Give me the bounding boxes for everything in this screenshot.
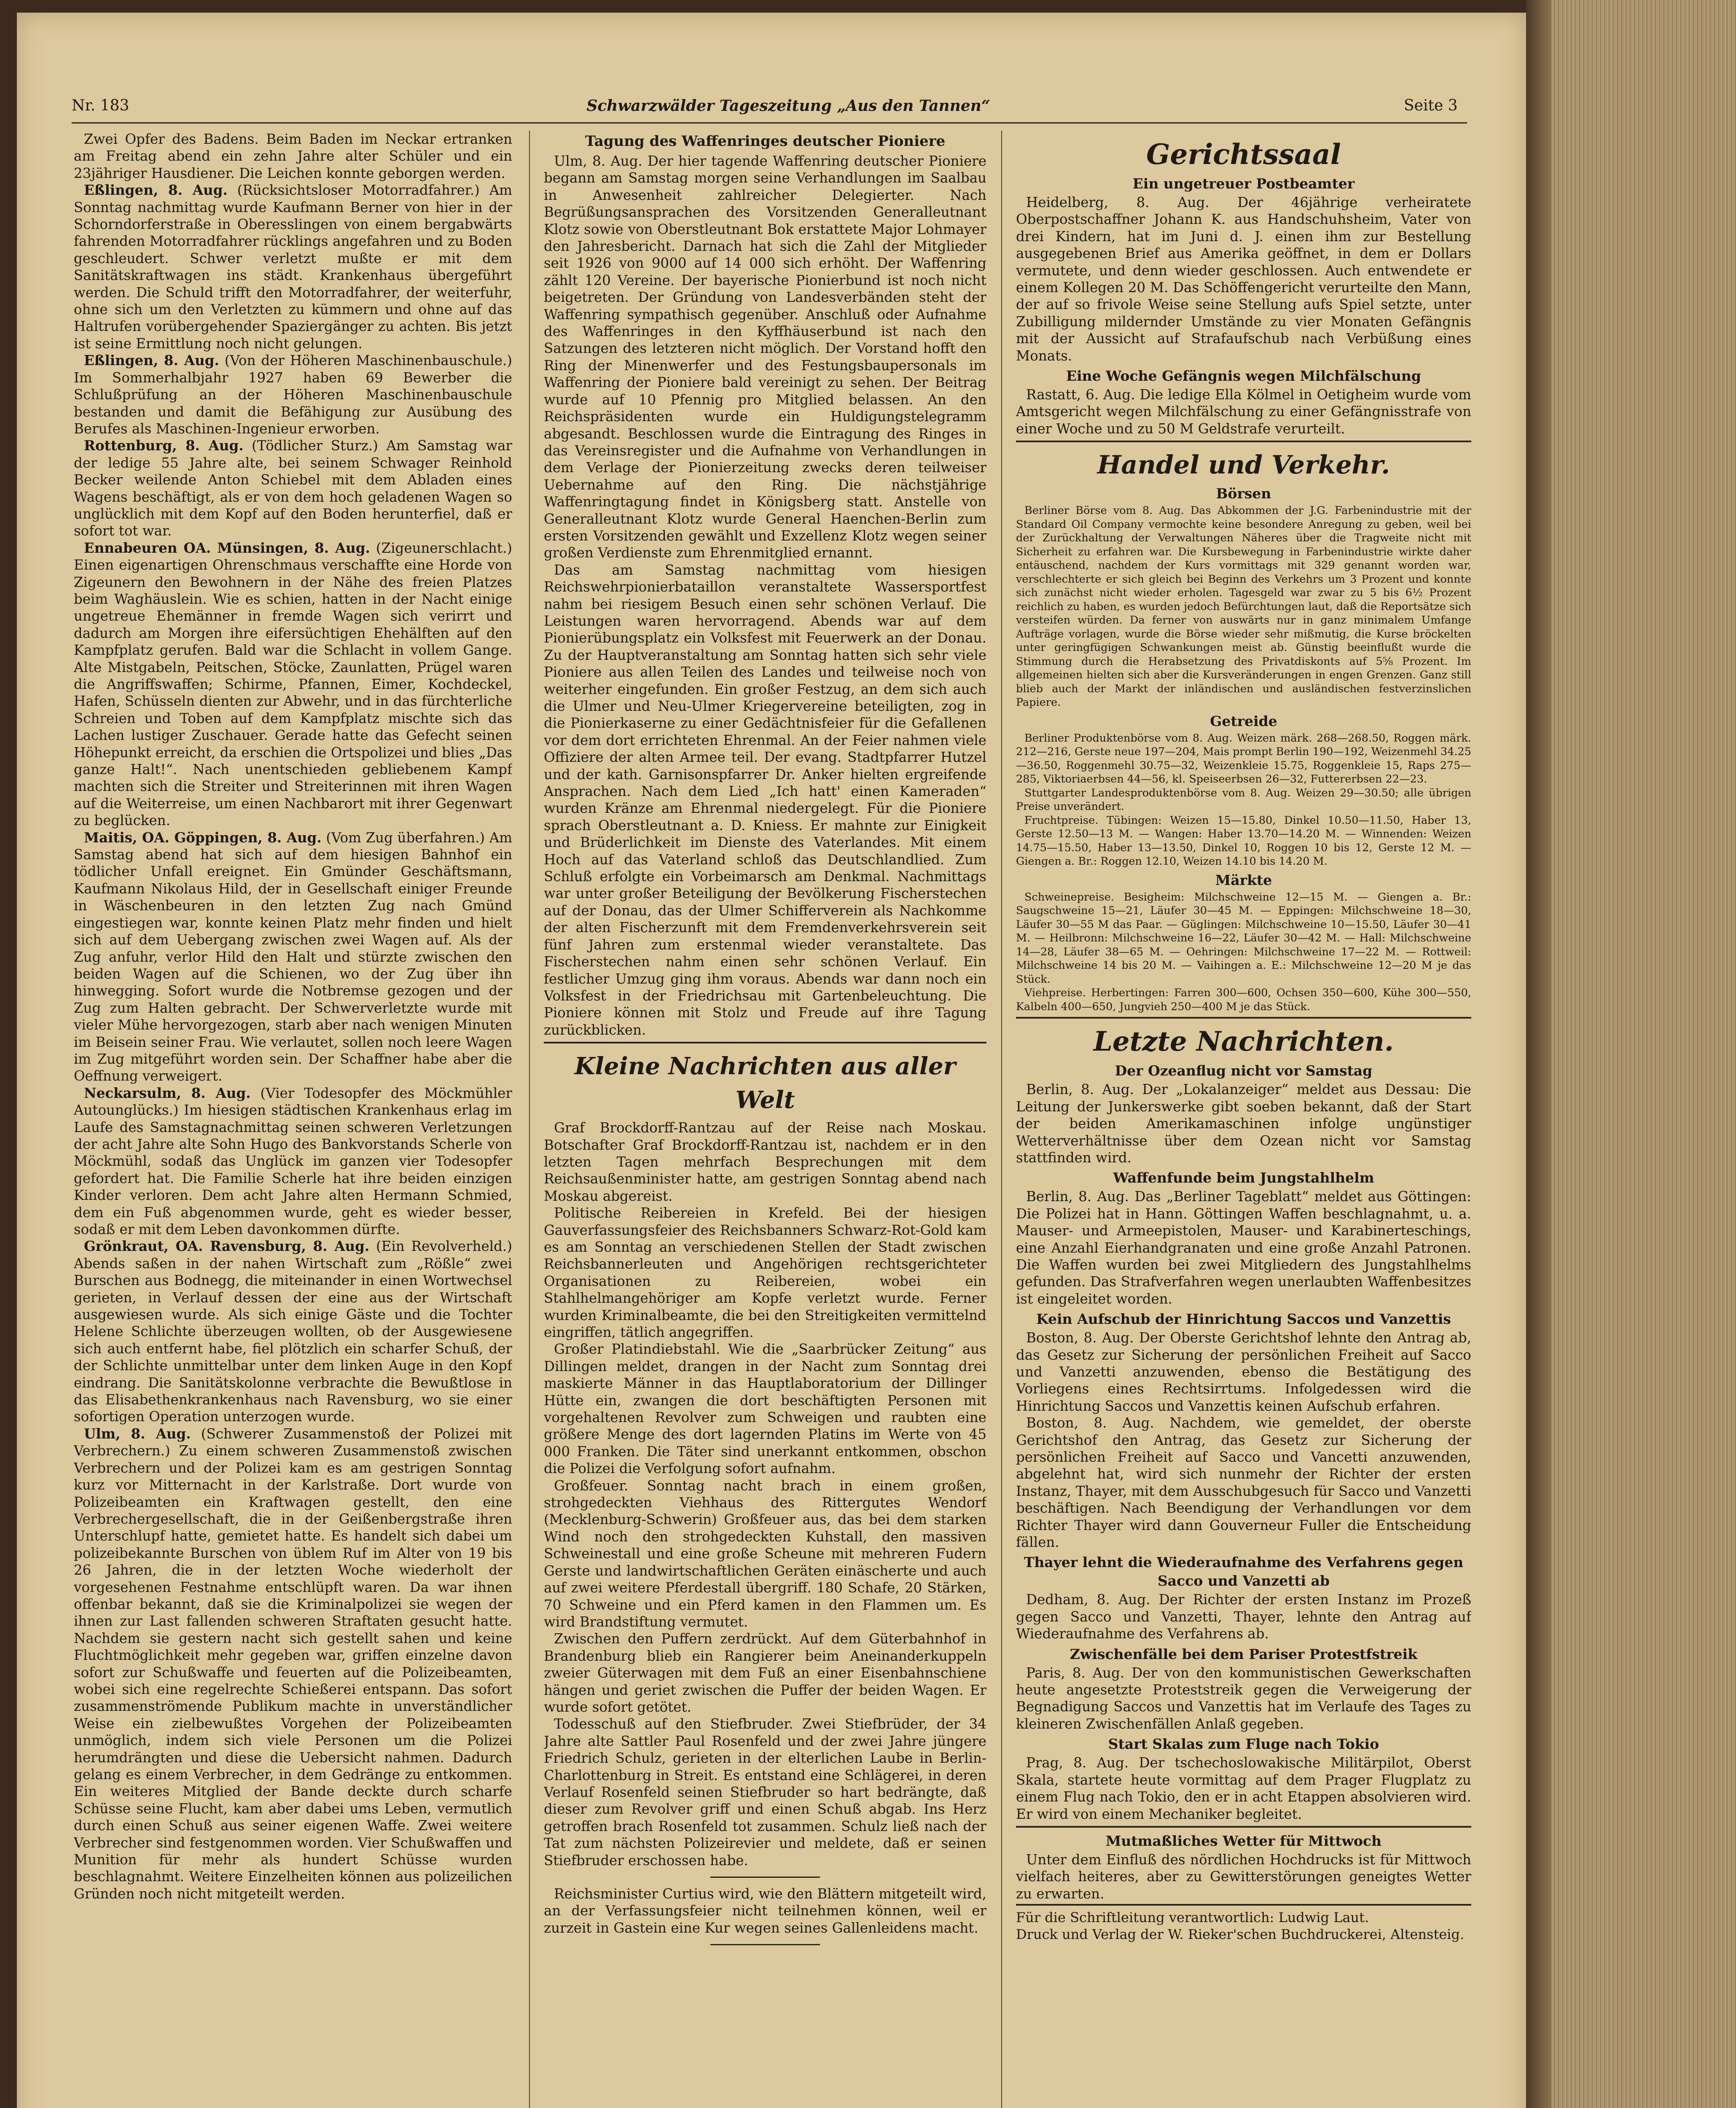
column-local-news [74, 131, 512, 2108]
kleine-item: Großfeuer. Sonntag nacht brach in einem großen, strohgedeckten Viehhaus des Rittergutes Wendorf (Mecklenburg-Schwerin) Großfeuer aus, das bei dem starken Wind noch den strohgedeckten Kuhstall, den massiven Schweinestall und eine große Scheune mit mehreren Fudern Gerste und landwirtschaftlichen Geräten einäscherte und auch auf zwei weitere Pferdestall übergriff. 180 Schafe, 20 Stärken, 70 Schweine und ein Pferd kamen in den Flammen um. Es wird Brandstiftung vermutet. [544, 1477, 986, 1630]
gericht-item: Rastatt, 6. Aug. Die ledige Ella Kölmel in Oetigheim wurde vom Amtsgericht wegen Milchfälschung zu einer Gefängnisstrafe von einer Woche und zu 50 M Geldstrafe verurteilt. [1016, 387, 1471, 437]
kleine-item: Zwischen den Puffern zerdrückt. Auf dem Güterbahnhof in Brandenburg blieb ein Rangierer beim Aneinanderkuppeln zweier Güterwagen mit dem Fuß an einer Eisenbahnschiene hängen und geriet zwischen die Puffer der beiden Wagen. Er wurde sofort getötet. [544, 1631, 986, 1715]
letzte-item: Boston, 8. Aug. Nachdem, wie gemeldet, der oberste Gerichtshof den Antrag, das Gesetz zur Sicherung der persönlichen Freiheit auf Sacco und Vancetti anzuwenden, abgelehnt hat, wird sich nunmehr der Richter der ersten Instanz, Thayer, mit dem Ausschubgesuch für Sacco und Vanzetti beschäftigen. Nach Beendigung der Verhandlungen vor dem Richter Thayer wird dann Gouverneur Fuller die Entscheidung fällen. [1016, 1415, 1471, 1551]
letzte-subhead: Der Ozeanflug nicht vor Samstag [1115, 1062, 1373, 1079]
gericht-item: Heidelberg, 8. Aug. Der 46jährige verheiratete Oberpostschaffner Johann K. aus Handschuhsheim, Vater von drei Kindern, hat im Juni d. J. einen ihm zur Bestellung ausgegebenen Brief aus Amerika geöffnet, in dem er Dollars vermutete, und denn wieder geschlossen. Auch entwendete er einem Kollegen 20 M. Das Schöffengericht verurteilte den Mann, der auf so frivole Weise seine Stellung aufs Spiel setzte, unter Zubilligung mildernder Umstände zu vier Monaten Gefängnis mit der Aussicht auf Strafaufschub nach Verbüßung eines Monats. [1016, 194, 1471, 364]
letzte-subhead: Thayer lehnt die Wiederaufnahme des Verfahrens gegen Sacco und Vanzetti ab [1024, 1554, 1464, 1589]
letzte-item: Boston, 8. Aug. Der Oberste Gerichtshof lehnte den Antrag ab, das Gesetz zur Sicherung der persönlichen Freiheit auf Sacco und Vanzetti anzuwenden, ebenso die Bestätigung des Vorliegens eines Rechtsirrtums. Infolgedessen wird die Hinrichtung Saccos und Vanzettis keinen Aufschub erfahren. [1016, 1330, 1471, 1414]
article-rottenburg: Rottenburg, 8. Aug. (Tödlicher Sturz.) Am Samstag war der ledige 55 Jahre alte, bei seinem Schwager Reinhold Becker weilende Anton Schiebel mit dem Abladen eines Wagens beschäftigt, als er von dem hoch geladenen Wagen so unglücklich mit dem Kopf auf den Boden herunterfiel, daß er sofort tot war. [74, 437, 512, 539]
weather-box [1016, 1826, 1471, 1906]
getreide-subhead: Getreide [1210, 713, 1277, 729]
editor-credit: Für die Schriftleitung verantwortlich: Ludwig Laut. [1016, 1909, 1369, 1926]
section-rule [1016, 441, 1471, 442]
kleine-item: Graf Brockdorff-Rantzau auf der Reise nach Moskau. Botschafter Graf Brockdorff-Rantzau ist, nachdem er in den letzten Tagen mehrfach Besprechungen mit dem Reichsaußenminister hatte, am gestrigen Sonntag abend nach Moskau abgereist. [544, 1120, 986, 1204]
article-ulm-polizei: Ulm, 8. Aug. (Schwerer Zusammenstoß der Polizei mit Verbrechern.) Zu einem schweren Zusammenstoß zwischen Verbrechern und der Polizei kam es am gestrigen Sonntag kurz vor Mitternacht in der Karlstraße. Dort wurde von Polizeibeamten ein Kraftwagen gestellt, den eine Verbrechergesellschaft, die in der Geißenbergstraße ihren Unterschlupf hatte, gemietet hatte. Es handelt sich dabei um polizeibekannte Burschen von üblem Ruf im Alter von 19 bis 26 Jahren, die in der letzten Woche wiederholt der vorgesehenen Festnahme entschlüpft waren. Da war ihnen offenbar bekannt, daß sie die Kriminalpolizei sie wegen der ihnen zur Last fallenden schweren Straftaten gesucht hatte. Nachdem sie gestern nacht sich gestellt sahen und keine Fluchtmöglichkeit mehr gegeben war, griffen einzelne davon sofort zur Schußwaffe und feuerten auf die Polizeibeamten, wobei sich eine regelrechte Schießerei entspann. Das sofort zusammenströmende Publikum machte in unverständlicher Weise ein zielbewußtes Vorgehen der Polizeibeamten unmöglich, indem sich viele Personen um die Polizei herumdrängten und diese die Uebersicht nahmen. Dadurch gelang es einem Verbrecher, in dem Gedränge zu entkommen. Ein weiteres Mitglied der Bande deckte durch scharfe Schüsse seine Flucht, kam aber dabei ums Leben, vermutlich durch einen Schuß aus seiner eigenen Waffe. Zwei weitere Verbrecher sind festgenommen worden. Vier Schußwaffen und Munition für mehr als hundert Schüsse wurden beschlagnahmt. Weitere Einzelheiten können aus polizeilichen Gründen noch nicht mitgeteilt werden. [74, 1425, 512, 1902]
letzte-subhead: Kein Aufschub der Hinrichtung Saccos und Vanzettis [1036, 1311, 1451, 1328]
article-esslingen-motorrad: Eßlingen, 8. Aug. (Rücksichtsloser Motorradfahrer.) Am Sonntag nachmittag wurde Kaufmann Berner von hier in der Schorndorferstraße in Oberesslingen von einem bergabwärts fahrenden Motorradfahrer rücklings angefahren und zu Boden geschleudert. Schwer verletzt mußte er mit dem Sanitätskraftwagen ins städt. Krankenhaus übergeführt werden. Die Schuld trifft den Motorradfahrer, der weiterfuhr, ohne sich um den Verletzten zu kümmern und ohne auf das Haltrufen vorübergehender Spaziergänger zu achten. Bis jetzt ist seine Ermittlung noch nicht gelungen. [74, 182, 512, 352]
printer-credit: Druck und Verlag der W. Rieker'schen Buchdruckerei, Altensteig. [1016, 1926, 1465, 1943]
column-gericht-handel-letzte [1016, 131, 1471, 2108]
boersen-subhead: Börsen [1216, 485, 1271, 502]
letzte-item: Prag, 8. Aug. Der tschechoslowakische Militärpilot, Oberst Skala, startete heute vormittag auf dem Prager Flugplatz zu einem Flug nach Tokio, den er in acht Etappen absolvieren wird. Er wird von einem Mechaniker begleitet. [1016, 1755, 1471, 1822]
column-rule [1001, 131, 1002, 2108]
letzte-subhead: Zwischenfälle bei dem Pariser Protestfstreik [1070, 1646, 1418, 1662]
section-rule [1016, 1017, 1471, 1019]
issue-number: Nr. 183 [72, 97, 129, 114]
weather-forecast: Unter dem Einfluß des nördlichen Hochdrucks ist für Mittwoch vielfach heiteres, aber zu Gewitterstörungen geneigtes Wetter zu erwarten. [1016, 1851, 1471, 1902]
weather-title: Mutmaßliches Wetter für Mittwoch [1105, 1832, 1382, 1849]
kleine-item: Großer Platindiebstahl. Wie die „Saarbrücker Zeitung“ aus Dillingen meldet, drangen in der Nacht zum Sonntag drei maskierte Männer in das Hauptlaboratorium der Dillinger Hütte ein, zwangen die dort beschäftigten Personen mit vorgehaltenen Revolver zum Schweigen und raubten eine größere Menge des dort lagernden Platins im Werte von 45 000 Franken. Die Täter sind unerkannt entkommen, obschon die Polizei die Verfolgung sofort aufnahm. [544, 1341, 986, 1477]
kleine-item: Politische Reibereien in Krefeld. Bei der hiesigen Gauverfassungsfeier des Reichsbanners Schwarz-Rot-Gold kam es am Sonntag an verschiedenen Stellen der Stadt zwischen Reichsbannerleuten und Angehörigen rechtsgerichteter Organisationen zu Reibereien, wobei ein Stahlhelmangehöriger am Kopfe verletzt wurde. Ferner wurden Kriminalbeamte, die bei den Streitigkeiten vermittelnd eingriffen, tätlich angegriffen. [544, 1205, 986, 1340]
pioniere-paragraph: Das am Samstag nachmittag vom hiesigen Reichswehrpionierbataillon veranstaltete Wassersportfest nahm bei riesigem Besuch einen sehr schönen Verlauf. Die Leistungen waren hervorragend. Abends war auf dem Pionierübungsplatz ein Volksfest mit Feuerwerk an der Donau. Zu der Hauptveranstaltung am Sonntag hatten sich sehr viele Pioniere aus allen Teilen des Landes und teilweise noch von weiterher eingefunden. Ein großer Festzug, an dem sich auch die Ulmer und Neu-Ulmer Kriegervereine beteiligten, zog in die Pionierkaserne zu einer Gedächtnisfeier für die Gefallenen vor dem dort errichteten Ehrenmal. An der Feier nahmen viele Offiziere der alten Armee teil. Der evang. Stadtpfarrer Hutzel und der kath. Garnisonspfarrer Dr. Anker hielten ergreifende Ansprachen. Nach dem Lied „Ich hatt' einen Kameraden“ wurden Kränze am Ehrenmal niedergelegt. Für die Pioniere sprach Oberstleutnant a. D. Kniess. Er mahnte zur Einigkeit und Brüderlichkeit im Dienste des Vaterlandes. Mit einem Hoch auf das Vaterland schloß das Deutschlandlied. Zum Schluß erfolgte ein Vorbeimarsch am Denkmal. Nachmittags war unter großer Beteiligung der Bevölkerung Fischerstechen auf der Donau, das der Ulmer Schifferverein als Nachkomme der alten Fischerzunft mit dem Fremdenverkehrsverein seit fünf Jahren zum erstenmal wieder veranstaltete. Das Fischerstechen nahm einen sehr schönen Verlauf. Ein festlicher Umzug ging ihm voraus. Abends war dann noch ein Volksfest in der Friedrichsau mit Gartenbeleuchtung. Die Pioniere können mit Stolz und Freude auf ihre Tagung zurückblicken. [544, 562, 986, 1038]
letzte-item: Berlin, 8. Aug. Das „Berliner Tageblatt“ meldet aus Göttingen: Die Polizei hat in Hann. Göttingen Waffen beschlagnahmt, u. a. Mauser- und Armeepistolen, Mauser- und Karabinerteschings, eine Anzahl Eierhandgranaten und eine große Anzahl Patronen. Die Waffen wurden bei zwei Mitgliedern des Jungstahlhelms gefunden. Das Strafverfahren wegen unerlaubten Waffenbesitzes ist eingeleitet worden. [1016, 1188, 1471, 1307]
column-rule [529, 131, 530, 2108]
article-neckarsulm: Neckarsulm, 8. Aug. (Vier Todesopfer des Möckmühler Autounglücks.) Im hiesigen städtischen Krankenhaus erlag im Laufe des Samstagnachmittag seinen schweren Verletzungen der acht Jahre alte Sohn Hugo des Bankvorstands Scherle von Möckmühl, sodaß das Unglück im ganzen vier Todesopfer gefordert hat. Die Familie Scherle hat ihre beiden einzigen Kinder verloren. Dem acht Jahre alten Hermann Schmied, dem ein Fuß abgenommen wurde, geht es wieder besser, sodaß er mit dem Leben davonkommen dürfte. [74, 1084, 512, 1237]
maerkte-subhead: Märkte [1215, 871, 1272, 888]
separator-rule [710, 1877, 820, 1878]
maerkte-item: Schweinepreise. Besigheim: Milchschweine 12—15 M. — Giengen a. Br.: Saugschweine 15—21, Läufer 30—45 M. — Eppingen: Milchschweine 18—30, Läufer 30—55 M das Paar. — Güglingen: Milchschweine 10—15.50, Läufer 30—41 M. — Heilbronn: Milchschweine 16—22, Läufer 30—42 M. — Hall: Milchschweine 14—28, Läufer 38—65 M. — Oehringen: Milchschweine 17—22 M. — Rottweil: Milchschweine 14 bis 20 M. — Vaihingen a. E.: Milchschweine 12—20 M je das Stück. [1016, 890, 1471, 986]
letzte-item: Paris, 8. Aug. Der von den kommunistischen Gewerkschaften heute angesetzte Proteststreik gegen die Verweigerung der Begnadigung Saccos und Vanzettis hat im Verlaufe des Tages zu kleineren Zwischenfällen Anlaß gegeben. [1016, 1664, 1471, 1732]
article-zwei-opfer: Zwei Opfer des Badens. Beim Baden im Neckar ertranken am Freitag abend ein zehn Jahre alter Schüler und ein 23jähriger Hausdiener. Die Leichen konnte geborgen werden. [74, 131, 512, 181]
gericht-subhead: Eine Woche Gefängnis wegen Milchfälschung [1066, 368, 1421, 384]
letzte-item: Berlin, 8. Aug. Der „Lokalanzeiger“ meldet aus Dessau: Die Leitung der Junkerswerke gibt soeben bekannt, daß der Start der beiden Amerikamaschinen infolge ungünstiger Wetterverhältnisse über dem Ozean nicht vor Samstag stattfinden wird. [1016, 1081, 1471, 1166]
section-rule [544, 1042, 986, 1043]
article-gronkraut: Grönkraut, OA. Ravensburg, 8. Aug. (Ein Revolverheld.) Abends saßen in der nahen Wirtschaft zum „Rößle“ zwei Burschen aus Bodnegg, die miteinander in einen Wortwechsel gerieten, in Verlauf dessen der eine aus der Wirtschaft ausgewiesen wurde. Als sich einige Gäste und die Tochter Helene Schlichte überzeugen wollten, ob der Ausgewiesene sich auch entfernt habe, fiel plötzlich ein scharfer Schuß, der der Schlichte unmittelbar unter dem linken Auge in den Kopf eindrang. Die Sanitätskolonne verbrachte die Bewußtlose in das Elisabethenkrankenhaus nach Ravensburg, wo sie einer sofortigen Operation unterzogen wurde. [74, 1238, 512, 1425]
getreide-item: Berliner Produktenbörse vom 8. Aug. Weizen märk. 268—268.50, Roggen märk. 212—216, Gerste neue 197—204, Mais prompt Berlin 190—192, Weizenmehl 34.25—36.50, Roggenmehl 30.75—32, Weizenkleie 15.75, Roggenkleie 15, Raps 275—285, Viktoriaerbsen 44—56, kl. Speiseerbsen 26—32, Futtererbsen 22—23. [1016, 731, 1471, 786]
article-ennabeuren: Ennabeuren OA. Münsingen, 8. Aug. (Zigeunerschlacht.) Einen eigenartigen Ohrenschmaus verschaffte eine Horde von Zigeunern den Bewohnern in der Nähe des freien Platzes beim Waghäuslein. Wie es schien, hatten in der Nacht einige ungetreue Ehemänner in fremde Wagen sich verirrt und dadurch am Morgen ihre eifersüchtigen Ehehälften auf den Kampfplatz gerufen. Bald war die Schlacht in vollem Gange. Alte Mistgabeln, Peitschen, Stöcke, Zaunlatten, Prügel waren die Angriffswaffen; Schirme, Pfannen, Eimer, Kochdeckel, Hafen, Schüsseln dienten zur Abwehr, und in das fürchterliche Schreien und Toben auf dem Kampfplatz mischte sich das Lachen lustiger Zuschauer. Gerade hatte das Gefecht seinen Höhepunkt erreicht, da erschien die Ortspolizei und blies „Das ganze Halt!“. Nach unentschieden gebliebenem Kampf machten sich die Streiter und Streiterinnen mit ihren Wagen auf die Weiterreise, um einen Nachbarort mit ihrer Gegenwart zu beglücken. [74, 539, 512, 829]
gericht-subhead: Ein ungetreuer Postbeamter [1132, 175, 1355, 192]
article-maitis: Maitis, OA. Göppingen, 8. Aug. (Vom Zug überfahren.) Am Samstag abend hat sich auf dem hiesigen Bahnhof ein tödlicher Unfall ereignet. Ein Gmünder Geschäftsmann, Kaufmann Nikolaus Hild, der in Gesellschaft einiger Freunde in Wäschenbeuren in den letzten Zug nach Gmünd eingestiegen war, konnte keinen Platz mehr finden und hielt sich auf dem Uebergang zwischen zwei Wagen auf. Als der Zug anfuhr, verlor Hild den Halt und stürzte zwischen den beiden Wagen auf die Schienen, wo der Zug über ihn hinwegging. Sofort wurde die Notbremse gezogen und der Zug zum Halten gebracht. Der Schwerverletzte wurde mit vieler Mühe hervorgezogen, starb aber nach wenigen Minuten im Beisein seiner Frau. Wie verlautet, sollen noch leere Wagen im Zug mitgeführt worden sein. Der Schaffner habe aber die Oeffnung verweigert. [74, 829, 512, 1084]
maerkte-item: Viehpreise. Herbertingen: Farren 300—600, Ochsen 350—600, Kühe 300—550, Kalbeln 400—650, Jungvieh 250—400 M je das Stück. [1016, 987, 1471, 1013]
letzte-item: Dedham, 8. Aug. Der Richter der ersten Instanz im Prozeß gegen Sacco und Vanzetti, Thayer, lehnte den Antrag auf Wiederaufnahme des Verfahrens ab. [1016, 1592, 1471, 1642]
getreide-item: Stuttgarter Landesproduktenbörse vom 8. Aug. Weizen 29—30.50; alle übrigen Preise unverändert. [1016, 786, 1471, 813]
kleine-item-curtius: Reichsminister Curtius wird, wie den Blättern mitgeteilt wird, an der Verfassungsfeier nicht teilnehmen können, weil er zurzeit in Gastein eine Kur wegen seines Gallenleidens macht. [544, 1886, 986, 1936]
book-binding-edge [1526, 0, 1736, 2108]
pioniere-headline: Tagung des Waffenringes deutscher Pioniere [585, 133, 946, 150]
kleine-nachrichten-heading: Kleine Nachrichten aus aller Welt [574, 1052, 956, 1114]
column-pioniere-kleine-nachrichten [544, 131, 986, 2108]
masthead-title: Schwarzwälder Tageszeitung „Aus den Tannen“ [586, 97, 990, 115]
boersen-report: Berliner Börse vom 8. Aug. Das Abkommen der J.G. Farbenindustrie mit der Standard Oil Company vermochte keine besondere Anregung zu geben, weil bei der Zurückhaltung der Verwaltungen Näheres über die Tragweite nicht mit Sicherheit zu erfahren war. Die Kursbewegung in Farbenindustrie wirkte daher entäuschend, nachdem der Kurs vormittags mit 329 genannt worden war, verschlechterte er sich gleich bei Beginn des Verkehrs um 3 Prozent und konnte sich zunächst nicht wieder erholen. Tagesgeld war zwar zu 5 bis 6½ Prozent reichlich zu haben, es wurden jedoch Befürchtungen laut, daß die Reportsätze sich versteifen würden. Da ferner von auswärts nur in ganz minimalem Umfange Aufträge vorlagen, wurde die Börse wieder sehr mißmutig, die Kurse bröckelten unter geringfügigen Schwankungen meist ab. Günstig beeinflußt wurde die Stimmung durch die Herabsetzung des Privatdiskonts auf 5⅝ Prozent. Im allgemeinen hielten sich aber die Kursveränderungen in engen Grenzen. Ganz still blieb auch der Markt der inländischen und ausländischen festverzinslichen Papiere. [1016, 504, 1471, 709]
page-number: Seite 3 [1404, 97, 1458, 114]
kleine-item: Todesschuß auf den Stiefbruder. Zwei Stiefbrüder, der 34 Jahre alte Sattler Paul Rosenfeld und der zwei Jahre jüngere Friedrich Schulz, gerieten in der elterlichen Laube in Berlin-Charlottenburg in Streit. Es entstand eine Schlägerei, in deren Verlauf Rosenfeld seinen Stiefbruder so hart bedrängte, daß dieser zum Revolver griff und einen Schuß abgab. Ins Herz getroffen brach Rosenfeld tot zusammen. Schulz ließ nach der Tat zum nächsten Polizeirevier und meldete, daß er seinen Stiefbruder erschossen habe. [544, 1716, 986, 1869]
handel-heading: Handel und Verkehr. [1097, 450, 1390, 480]
page-gutter-shadow [1526, 0, 1551, 2108]
letzte-subhead: Waffenfunde beim Jungstahlhelm [1113, 1170, 1374, 1186]
header-rule [72, 122, 1467, 124]
end-rule [710, 1944, 820, 1945]
article-esslingen-maschinenbau: Eßlingen, 8. Aug. (Von der Höheren Maschinenbauschule.) Im Sommerhalbjahr 1927 haben 69 Bewerber die Schlußprüfung an der Höheren Maschinenbauschule bestanden und damit die Befähigung zur Ausübung des Berufes als Maschinen-Ingenieur erworben. [74, 352, 512, 437]
getreide-item: Fruchtpreise. Tübingen: Weizen 15—15.80, Dinkel 10.50—11.50, Haber 13, Gerste 12.50—13 M. — Wangen: Haber 13.70—14.20 M. — Winnenden: Weizen 14.75—15.50, Haber 13—13.50, Dinkel 10, Roggen 10 bis 12, Gerste 12 M. — Giengen a. Br.: Roggen 12.10, Weizen 14.10 bis 14.20 M. [1016, 814, 1471, 868]
letzte-nachrichten-heading: Letzte Nachrichten. [1093, 1026, 1394, 1058]
pioniere-paragraph: Ulm, 8. Aug. Der hier tagende Waffenring deutscher Pioniere begann am Samstag morgen seine Verhandlungen im Saalbau in Anwesenheit zahlreicher Delegierter. Nach Begrüßungsansprachen des Vorsitzenden Generalleutnant Klotz sowie von Oberstleutnant Bok erstattete Major Lohmayer den Jahresbericht. Darnach hat sich die Zahl der Mitglieder seit 1926 von 9000 auf 14 000 sich erhöht. Der Waffenring zählt 120 Vereine. Der bayerische Pionierbund ist noch nicht beigetreten. Der Gründung von Landesverbänden steht der Waffenring sympathisch gegenüber. Anschluß oder Aufnahme des Waffenringes in den Kyffhäuserbund ist nach den Satzungen des letzteren nicht möglich. Der Vorstand hofft den Ring der Minenwerfer und des Festungsbaupersonals im Waffenring der Pioniere bald vereinigt zu sehen. Der Beitrag wurde auf 10 Pfennig pro Mitglied belassen. An den Reichspräsidenten wurde ein Huldigungstelegramm abgesandt. Beschlossen wurde die Eintragung des Ringes in das Vereinsregister und die Aufnahme von Verhandlungen in dem Verlage der Pionierzeitung zwecks deren teilweiser Uebernahme auf den Ring. Die nächstjährige Waffenringtagung findet in Königsberg statt. Anstelle von Generalleutnant Klotz wurde General Haenchen-Berlin zum ersten Vorsitzenden gewählt und Exzellenz Klotz wegen seiner großen Verdienste zum Ehrenmitglied ernannt. [544, 153, 986, 561]
gerichtssaal-heading: Gerichtssaal [1146, 138, 1341, 171]
letzte-subhead: Start Skalas zum Fluge nach Tokio [1108, 1736, 1379, 1753]
